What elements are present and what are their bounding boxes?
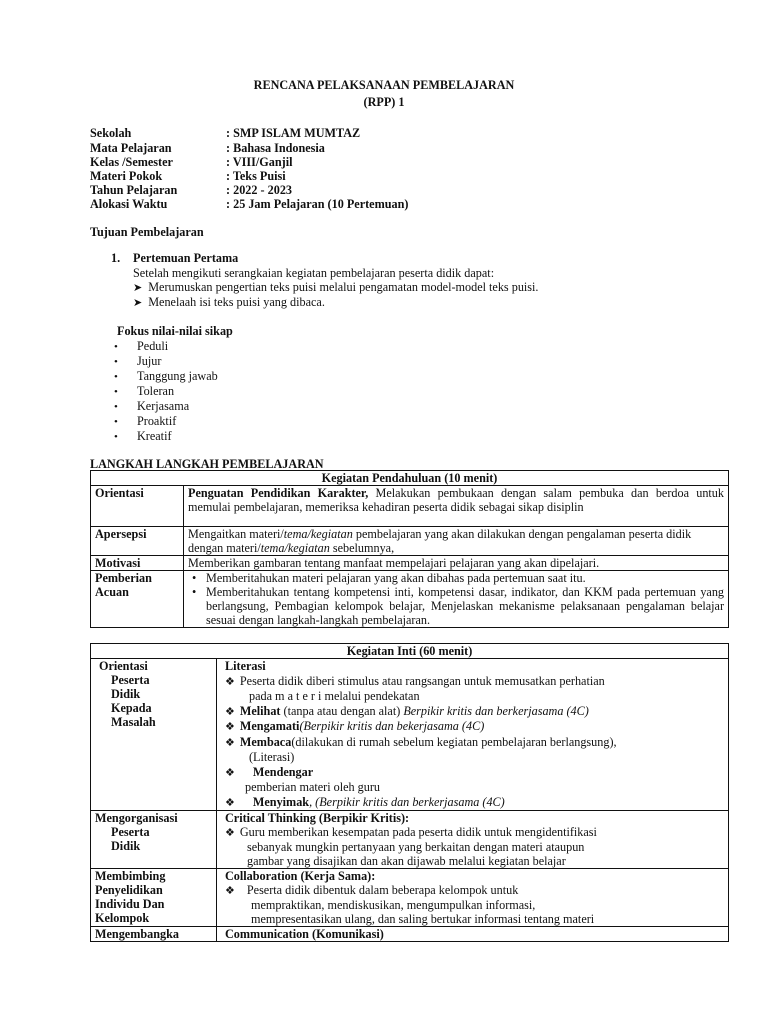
dot-bullet-icon: •	[114, 416, 118, 428]
melihat-item	[225, 704, 724, 720]
table-row	[91, 869, 729, 927]
table-row	[91, 927, 729, 942]
ct-text: sebanyak mungkin pertanyaan yang berkaitan dengan materi ataupun	[247, 840, 585, 854]
acuan-cell	[184, 571, 729, 628]
label-line: Mengorganisasi	[95, 811, 178, 825]
menyimak-bold: Menyimak	[252, 794, 310, 809]
list-item	[114, 339, 118, 354]
orientasi-label: Orientasi	[91, 486, 184, 527]
label-line: Kepada	[111, 701, 152, 715]
list-item: • Memberitahukan tentang kompetensi inti, kompetensi dasar, indikator, dan KKM pada pertemuan yang berlangsung, Pembagian kelompok belajar, Menjelaskan mekanisme pelaksanaan pengalaman belajar sesuai dengan langkah-langkah pembelajaran.	[206, 585, 724, 627]
table-row	[91, 486, 729, 527]
identity-label: Alokasi Waktu	[90, 197, 168, 211]
fokus-item: Kreatif	[137, 429, 172, 443]
motivasi-text: Memberikan gambaran tentang manfaat mempelajari pelajaran yang akan dipelajari.	[184, 556, 729, 571]
identity-label: Materi Pokok	[90, 169, 163, 183]
table-row	[91, 556, 729, 571]
acuan-label-line: Pemberian	[95, 571, 152, 585]
dot-bullet-icon: •	[114, 401, 118, 413]
document-title: RENCANA PELAKSANAAN PEMBELAJARAN	[253, 78, 515, 92]
fokus-item: Peduli	[137, 339, 169, 353]
list-item	[114, 414, 118, 429]
label-line: Penyelidikan	[95, 883, 163, 897]
mengorganisasi-label	[91, 811, 217, 869]
collab-text: mempresentasikan ulang, dan saling bertukar informasi tentang materi	[251, 912, 595, 926]
identity-label: Tahun Pelajaran	[90, 183, 178, 197]
tujuan-item	[133, 295, 325, 310]
menyimak-italic: , (Berpikir kritis dan berkerjasama (4C)	[309, 794, 505, 809]
document-subtitle: (RPP) 1	[363, 95, 405, 109]
identity-label: Mata Pelajaran	[90, 141, 172, 155]
mengamati-italic: (Berpikir kritis dan bekerjasama (4C)	[299, 719, 485, 733]
diamond-bullet-icon: ❖	[225, 721, 235, 733]
apersepsi-text: sebelumnya,	[329, 541, 395, 555]
list-item	[114, 399, 118, 414]
literasi-heading: Literasi	[225, 659, 266, 673]
apersepsi-text: Mengaitkan materi/	[188, 527, 284, 541]
ct-item	[225, 825, 724, 840]
mendengar-text: pemberian materi oleh guru	[245, 780, 381, 794]
fokus-heading: Fokus nilai-nilai sikap	[117, 324, 233, 338]
identity-value: : Teks Puisi	[226, 169, 286, 183]
label-line: Didik	[111, 687, 141, 701]
table-row	[91, 644, 729, 659]
langkah-heading: LANGKAH LANGKAH PEMBELAJARAN	[90, 457, 324, 471]
label-line: Orientasi	[99, 659, 148, 673]
literasi-cell	[217, 659, 729, 811]
tujuan-item-text: Menelaah isi teks puisi yang dibaca.	[148, 295, 325, 309]
apersepsi-italic: tema/kegiatan	[260, 541, 330, 555]
collab-heading: Collaboration (Kerja Sama):	[225, 869, 376, 883]
label-line: Didik	[111, 839, 141, 853]
dot-bullet-icon: •	[114, 386, 118, 398]
fokus-item: Toleran	[137, 384, 175, 398]
list-item: • Memberitahukan materi pelajaran yang akan dibahas pada pertemuan saat itu.	[206, 571, 724, 585]
table-row	[91, 571, 729, 628]
tujuan-item-text: Merumuskan pengertian teks puisi melalui pengamatan model-model teks puisi.	[148, 280, 539, 294]
communication-heading: Communication (Komunikasi)	[217, 927, 729, 942]
diamond-bullet-icon: ❖	[225, 766, 235, 779]
table-row	[91, 471, 729, 486]
identity-label: Sekolah	[90, 126, 132, 140]
membaca-bold: Membaca	[239, 734, 292, 749]
arrow-bullet-icon: ➤	[133, 297, 143, 309]
list-item	[114, 354, 118, 369]
mengamati-bold: Mengamati	[239, 719, 300, 733]
mengembangkan-label: Mengembangka	[91, 927, 217, 942]
literasi-text: Peserta didik diberi stimulus atau rangsangan untuk memusatkan perhatian	[239, 673, 605, 688]
identity-value: : Bahasa Indonesia	[226, 141, 325, 155]
membaca-item	[225, 735, 724, 751]
literasi-text: pada m a t e r i melalui pendekatan	[249, 689, 420, 703]
label-line: Peserta	[111, 673, 150, 687]
table-row	[91, 527, 729, 556]
orientasi-cell	[184, 486, 729, 527]
melihat-text: (tanpa atau dengan alat)	[280, 703, 404, 718]
acuan-list	[188, 571, 724, 627]
dot-bullet-icon: •	[114, 356, 118, 368]
pendahuluan-table	[90, 470, 729, 628]
label-line: Masalah	[111, 715, 156, 729]
motivasi-label: Motivasi	[91, 556, 184, 571]
collab-text: Peserta didik dibentuk dalam beberapa kelompok untuk	[246, 883, 519, 897]
identity-value: : SMP ISLAM MUMTAZ	[226, 126, 361, 140]
literasi-item	[225, 674, 724, 690]
melihat-italic: Berpikir kritis dan berkerjasama (4C)	[403, 703, 589, 718]
fokus-item: Jujur	[137, 354, 162, 368]
inti-header: Kegiatan Inti (60 menit)	[91, 644, 729, 659]
identity-value: : 25 Jam Pelajaran (10 Pertemuan)	[226, 197, 409, 211]
list-item	[114, 429, 118, 444]
ct-heading: Critical Thinking (Berpikir Kritis):	[225, 811, 410, 825]
list-item	[114, 369, 118, 384]
orientasi-text: Melakukan pembukaan dengan salam pembuka dan berdoa untuk memulai pembelajaran, memeriksa kehadiran peserta didik sebagai sikap disiplin	[188, 486, 724, 514]
membaca-text: (dilakukan di rumah sebelum kegiatan pembelajaran berlangsung),	[291, 734, 617, 749]
melihat-bold: Melihat	[239, 703, 281, 718]
list-item	[114, 384, 118, 399]
ct-text: gambar yang disajikan dan akan dijawab melalui kegiatan belajar	[247, 854, 566, 868]
diamond-bullet-icon: ❖	[225, 675, 235, 688]
table-row	[91, 659, 729, 811]
apersepsi-text: pembelajaran yang akan dilakukan dengan pengalaman peserta didik dengan materi/	[188, 527, 692, 555]
label-line: Membimbing	[95, 869, 166, 883]
mendengar-item	[225, 765, 724, 781]
mendengar-bold: Mendengar	[252, 764, 314, 779]
collaboration-cell	[217, 869, 729, 927]
inti-table	[90, 643, 729, 942]
diamond-bullet-icon: ❖	[225, 885, 235, 897]
diamond-bullet-icon: ❖	[225, 796, 235, 809]
acuan-label	[91, 571, 184, 628]
orientasi-bold: Penguatan Pendidikan Karakter,	[188, 486, 369, 500]
dot-bullet-icon: •	[114, 341, 118, 353]
identity-label: Kelas /Semester	[90, 155, 173, 169]
arrow-bullet-icon: ➤	[133, 282, 143, 294]
meeting-number: 1.	[111, 251, 121, 265]
critical-thinking-cell	[217, 811, 729, 869]
dot-bullet-icon: •	[114, 431, 118, 443]
identity-value: : 2022 - 2023	[226, 183, 293, 197]
mengamati-item	[225, 719, 724, 735]
fokus-item: Kerjasama	[137, 399, 190, 413]
pendahuluan-header: Kegiatan Pendahuluan (10 menit)	[91, 471, 729, 486]
tujuan-intro: Setelah mengikuti serangkaian kegiatan pembelajaran peserta didik dapat:	[133, 266, 495, 280]
apersepsi-italic: tema/kegiatan	[283, 527, 353, 541]
membaca-text: (Literasi)	[249, 750, 295, 764]
ct-text: Guru memberikan kesempatan pada peserta didik untuk mengidentifikasi	[239, 825, 597, 839]
label-line: Individu Dan	[95, 897, 165, 911]
diamond-bullet-icon: ❖	[225, 736, 235, 749]
acuan-label-line: Acuan	[95, 585, 129, 599]
table-row	[91, 811, 729, 869]
meeting-title: Pertemuan Pertama	[133, 251, 239, 265]
orientasi-masalah-label	[91, 659, 217, 811]
label-line: Kelompok	[95, 911, 150, 925]
apersepsi-cell	[184, 527, 729, 556]
diamond-bullet-icon: ❖	[225, 705, 235, 718]
fokus-item: Proaktif	[137, 414, 177, 428]
dot-bullet-icon: •	[114, 371, 118, 383]
fokus-item: Tanggung jawab	[137, 369, 218, 383]
collab-item	[225, 883, 724, 898]
tujuan-heading: Tujuan Pembelajaran	[90, 225, 204, 239]
menyimak-item	[225, 795, 724, 811]
label-line: Peserta	[111, 825, 150, 839]
identity-value: : VIII/Ganjil	[226, 155, 293, 169]
diamond-bullet-icon: ❖	[225, 827, 235, 839]
collab-text: mempraktikan, mendiskusikan, mengumpulkan informasi,	[251, 898, 536, 912]
tujuan-item	[133, 280, 538, 295]
apersepsi-label: Apersepsi	[91, 527, 184, 556]
membimbing-label	[91, 869, 217, 927]
